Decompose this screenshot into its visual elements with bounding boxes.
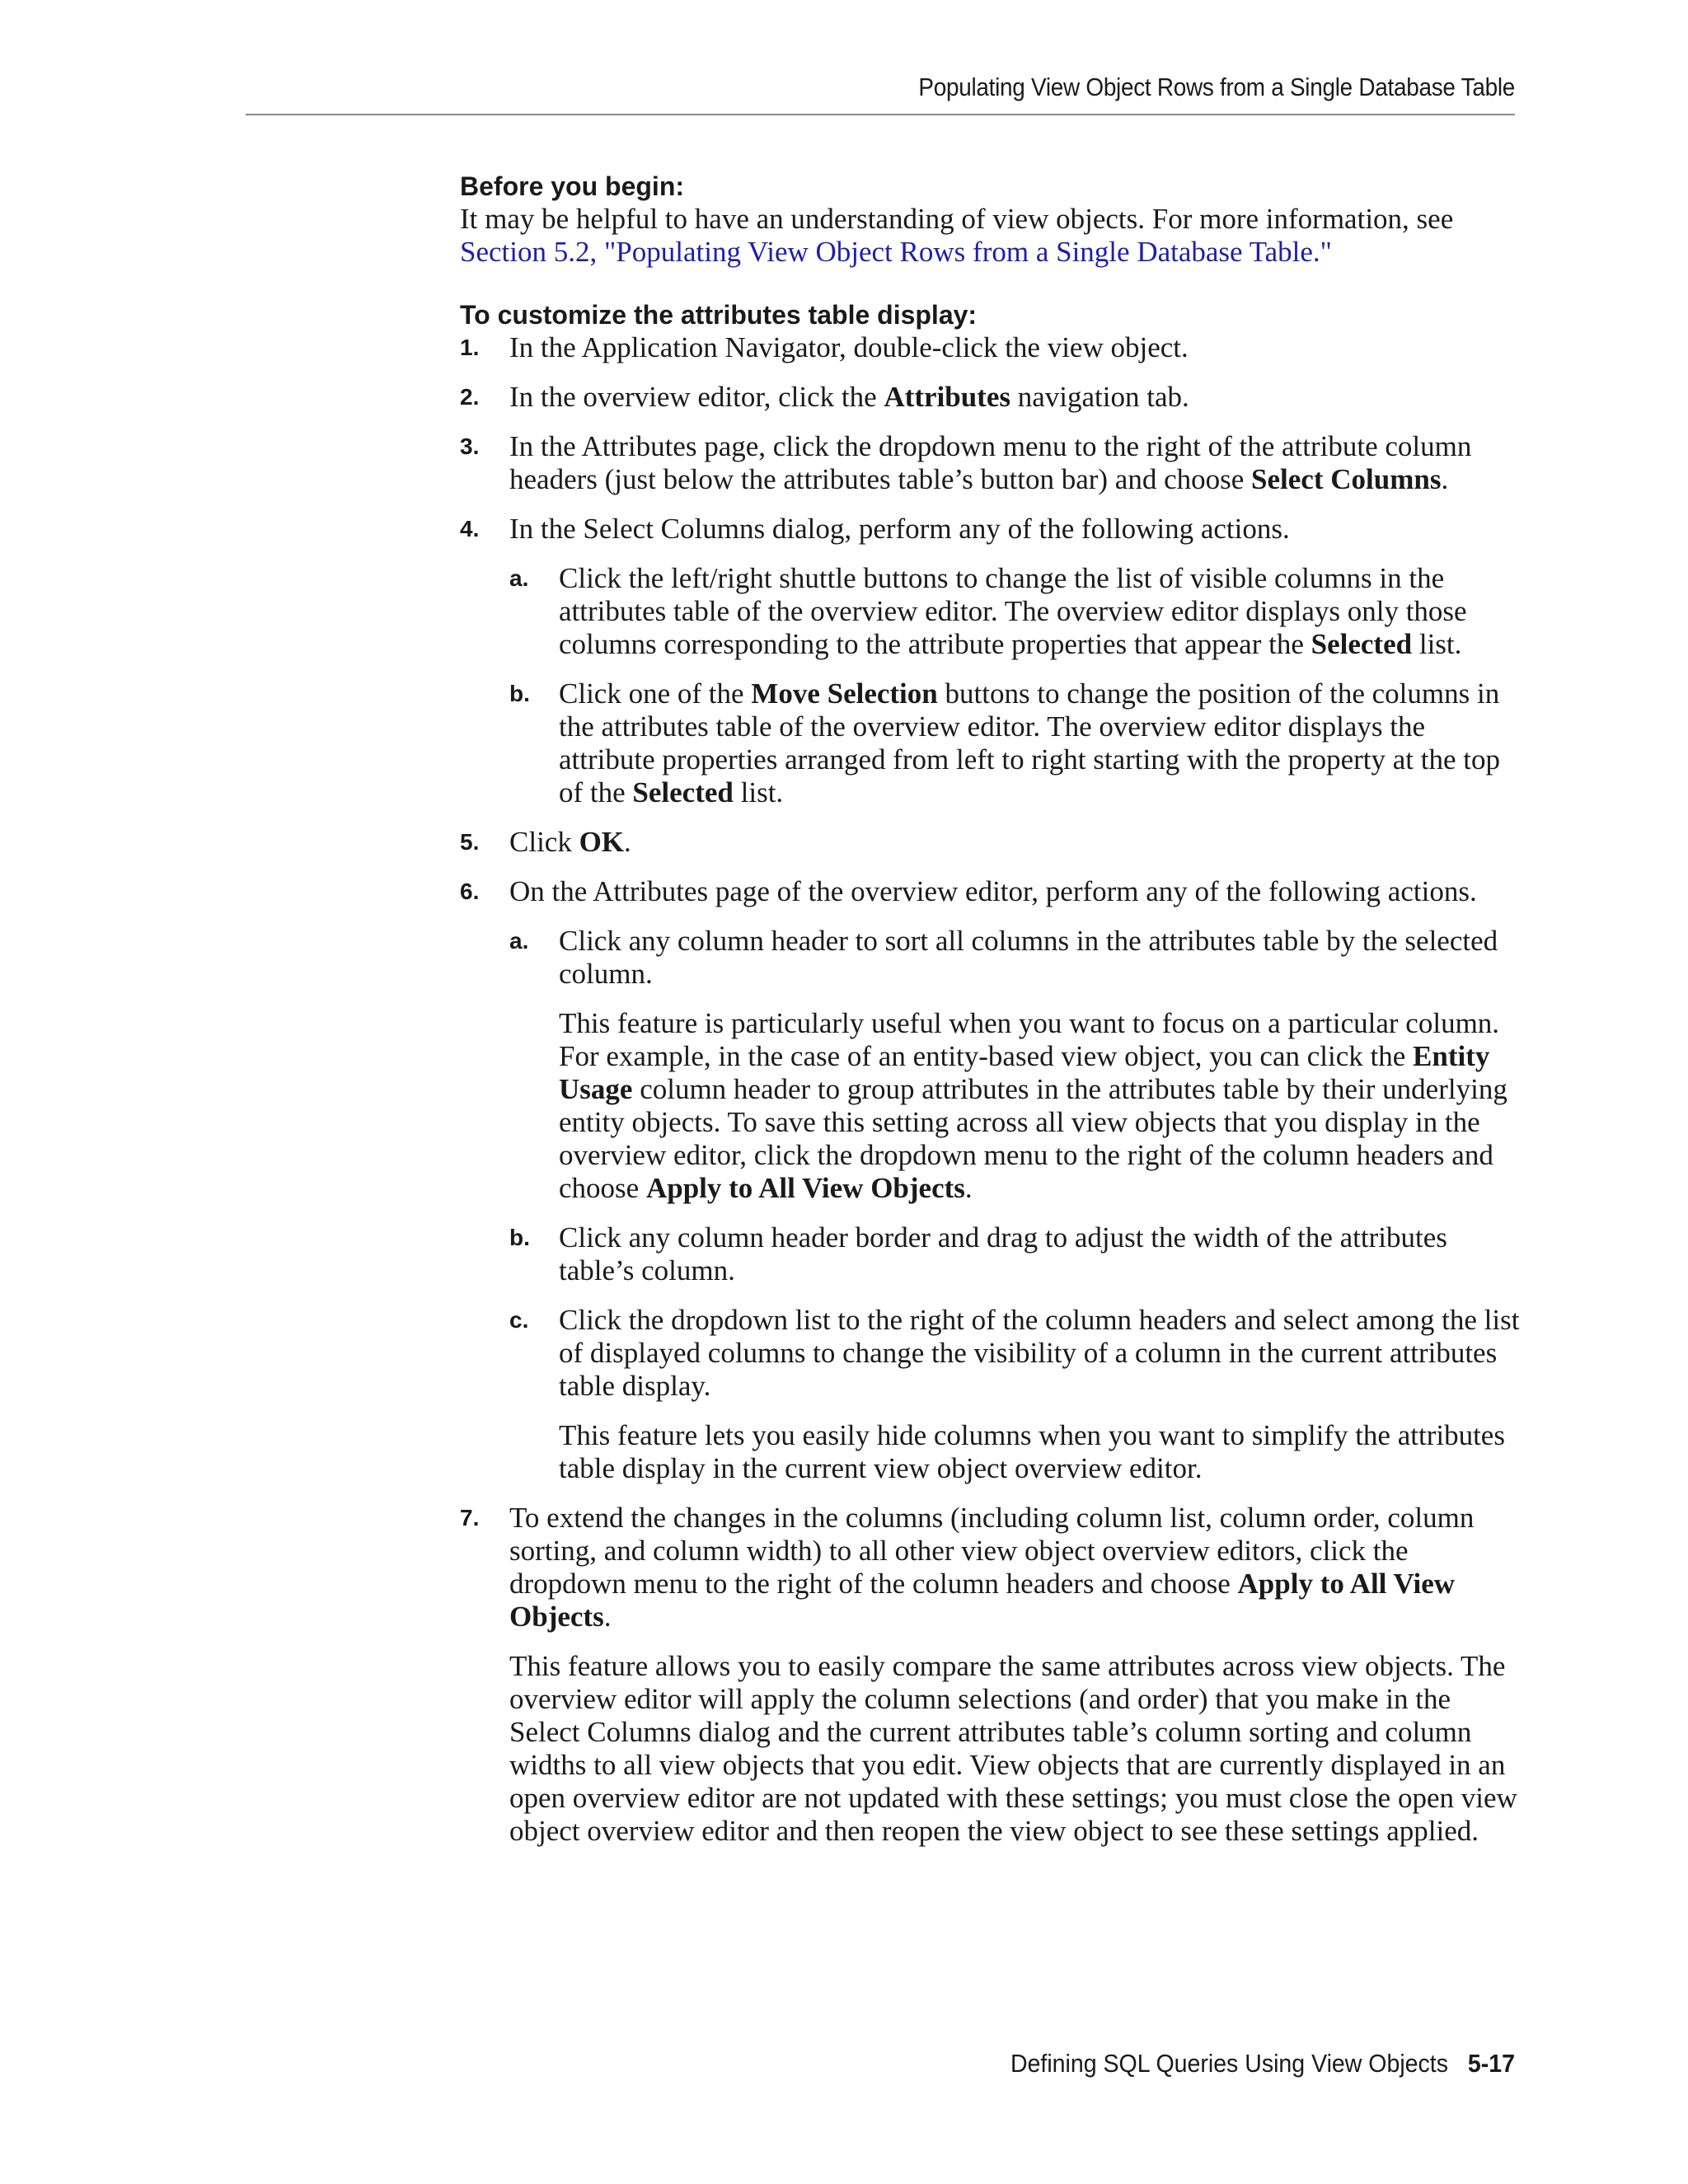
substep-6b [509,1221,1523,1287]
substep-text-post: list. [733,776,784,808]
running-header: Populating View Object Rows from a Single Database Table [918,73,1515,101]
page-number: 5-17 [1467,2049,1515,2078]
substep-letter: c. [509,1307,529,1333]
substep-note [559,1007,1523,1205]
step-text: In the overview editor, click the [509,381,884,413]
footer-chapter-title: Defining SQL Queries Using View Objects [1010,2049,1448,2078]
step-4 [460,513,1523,809]
substep-text: Click the left/right shuttle buttons to change the list of visible columns in the attributes table of the overview editor. The overview editor displays only those columns corresponding to the attribute properties that appear the [559,562,1467,660]
step-text: In the Attributes page, click the dropdown menu to the right of the attribute column headers (just below the attributes table’s button bar) and choose [509,430,1472,495]
substep-text: Click any column header border and drag to adjust the width of the attributes table’s column. [559,1221,1447,1286]
substep-text: Click the dropdown list to the right of the column headers and select among the list of displayed columns to change the visibility of a column in the current attributes table display. [559,1304,1520,1402]
substep-text: Click one of the [559,677,752,710]
step-2 [460,381,1523,414]
step-3 [460,430,1523,496]
step-text-post: . [1441,463,1449,495]
substep-letter: b. [509,1225,530,1250]
before-you-begin-heading: Before you begin: [460,171,685,201]
step-bold: OK [579,826,625,858]
substep-4b [509,677,1523,809]
step-5 [460,826,1523,859]
substep-6a [509,925,1523,1205]
step-text: On the Attributes page of the overview editor, perform any of the following actions. [509,875,1477,907]
step-text-block [509,1502,1523,1633]
note-text: This feature is particularly useful when you want to focus on a particular column. For example, in the case of an entity-based view object, you can click the [559,1007,1500,1072]
page-content [460,170,1523,1848]
step-1 [460,331,1523,364]
substep-note: This feature lets you easily hide columns when you want to simplify the attributes table display in the current view object overview editor. [559,1419,1505,1484]
step-bold: Attributes [884,381,1010,413]
header-rule [246,114,1515,115]
note-text-mid: column header to group attributes in the attributes table by their underlying entity objects. To save this setting across all view objects that you display in the overview editor, click the dropdown menu to the right of the column headers and choose [559,1073,1507,1204]
step-bold: Apply to All View Objects [509,1568,1456,1633]
step-number: 4. [460,516,480,541]
step-text: Click [509,826,579,858]
substep-letter: a. [509,928,529,954]
step-text-post: . [624,826,631,858]
step-number: 1. [460,335,480,360]
step-number: 2. [460,384,480,410]
substep-6c [509,1304,1523,1485]
substep-text: Click any column header to sort all columns in the attributes table by the selected column. [559,925,1498,990]
section-link[interactable]: Section 5.2, "Populating View Object Rows from a Single Database Table." [460,236,1332,268]
procedure-heading: To customize the attributes table display: [460,300,978,330]
step-note: This feature allows you to easily compare the same attributes across view objects. The overview editor will apply the column selections (and order) that you make in the Select Columns dialog and the current attributes table’s column sorting and column widths to all view objects that you edit. View objects that are currently displayed in an open overview editor are not updated with these settings; you must close the open view object overview editor and then reopen the view object to see these settings applied. [509,1650,1517,1847]
step-text-post: . [603,1601,612,1633]
substep-letter: b. [509,681,530,706]
substep-bold-2: Selected [632,776,734,808]
substep-letter: a. [509,565,529,591]
before-text: It may be helpful to have an understanding of view objects. For more information, see [460,203,1454,235]
step-number: 6. [460,879,480,904]
step-number: 3. [460,434,480,459]
substep-bold: Move Selection [751,677,938,710]
substep-text-mid: buttons to change the position of the columns in the attributes table of the overview editor. The overview editor displays the attribute properties arranged from left to right starting with the property at the top of the [559,677,1501,808]
step-text: In the Application Navigator, double-click the view object. [509,331,1189,363]
step-7 [460,1502,1523,1848]
step-number: 7. [460,1505,480,1530]
step-number: 5. [460,829,480,855]
step-6 [460,875,1523,1485]
note-bold: Entity Usage [559,1040,1490,1105]
note-text-post: . [964,1172,973,1204]
running-footer [347,2049,1515,2079]
step-text: In the Select Columns dialog, perform any of the following actions. [509,513,1290,545]
substep-4a [509,562,1523,661]
note-bold-2: Apply to All View Objects [645,1172,965,1204]
step-bold: Select Columns [1251,463,1442,495]
substep-text-post: list. [1412,628,1462,660]
substep-bold: Selected [1311,628,1413,660]
before-you-begin-text [460,203,1523,269]
step-text-post: navigation tab. [1010,381,1189,413]
step-text: To extend the changes in the columns (including column list, column order, column sorting, and column width) to all other view object overview editors, click the dropdown menu to the right of the column headers and choose [509,1502,1475,1600]
